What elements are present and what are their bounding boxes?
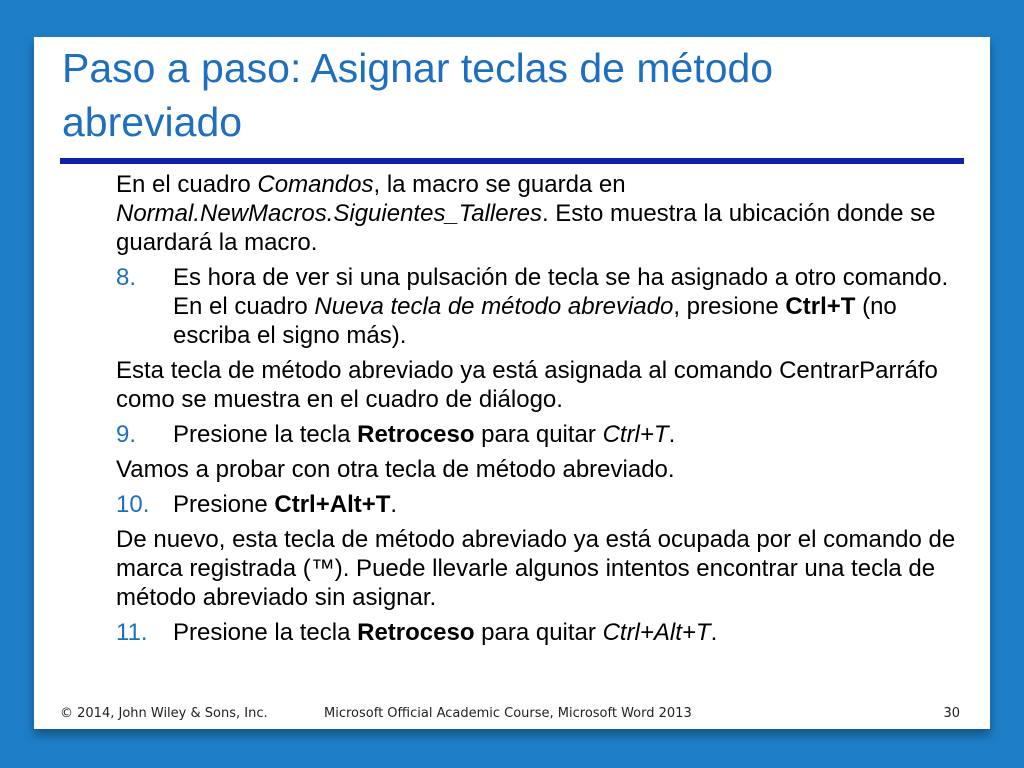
title-divider	[60, 158, 964, 164]
bold-text: Retroceso	[357, 619, 475, 646]
bold-text: Ctrl+T	[785, 293, 856, 320]
italic-text: Ctrl+Alt+T	[602, 619, 711, 646]
text: Presione	[173, 491, 275, 518]
step-8	[116, 263, 976, 350]
italic-text: Comandos	[257, 171, 374, 198]
bold-text: Ctrl+Alt+T	[274, 491, 391, 518]
step-number: 9.	[116, 421, 137, 448]
text: , presione	[673, 293, 786, 320]
text: (no escriba el signo más).	[173, 293, 897, 349]
page-number: 30	[943, 706, 960, 721]
italic-text: Nueva tecla de método abreviado	[314, 293, 674, 320]
text: para quitar	[474, 421, 603, 448]
step-10	[116, 490, 976, 519]
text: Es hora de ver si una pulsación de tecla se ha asignado a otro comando. En el cuadro	[173, 264, 949, 320]
footer-course: Microsoft Official Academic Course, Microsoft Word 2013	[324, 706, 692, 721]
step-number: 11.	[116, 619, 148, 646]
step-text	[173, 618, 976, 647]
text: para quitar	[474, 619, 603, 646]
slide	[34, 37, 990, 729]
step-number: 8.	[116, 264, 137, 291]
footer-copyright: © 2014, John Wiley & Sons, Inc.	[60, 706, 268, 721]
text: Presione la tecla	[173, 421, 358, 448]
paragraph-try-another: Vamos a probar con otra tecla de método abreviado.	[116, 456, 675, 483]
text: .	[668, 421, 676, 448]
slide-title: Paso a paso: Asignar teclas de método abreviado	[62, 45, 774, 145]
text: . Esto muestra la ubicación donde se guardará la macro.	[116, 200, 936, 256]
slide-body	[116, 170, 976, 653]
text: , la macro se guarda en	[373, 171, 626, 198]
italic-text: Ctrl+T	[602, 421, 669, 448]
step-text	[173, 263, 976, 350]
step-9	[116, 420, 976, 449]
italic-text: Normal.NewMacros.Siguientes_Talleres	[116, 200, 542, 227]
bold-text: Retroceso	[357, 421, 475, 448]
step-number: 10.	[116, 491, 150, 518]
step-text	[173, 420, 976, 449]
paragraph-trademark: De nuevo, esta tecla de método abreviado ya está ocupada por el comando de marca registrada (™). Puede llevarle algunos intentos encontrar una tecla de método abreviado sin asignar.	[116, 526, 956, 611]
paragraph-commands	[116, 170, 976, 257]
step-11	[116, 618, 976, 647]
paragraph-assigned: Esta tecla de método abreviado ya está asignada al comando CentrarParráfo como se muestra en el cuadro de diálogo.	[116, 357, 938, 413]
text: .	[710, 619, 718, 646]
step-text	[173, 490, 976, 519]
text: .	[390, 491, 398, 518]
text: En el cuadro	[116, 171, 258, 198]
text: Presione la tecla	[173, 619, 358, 646]
